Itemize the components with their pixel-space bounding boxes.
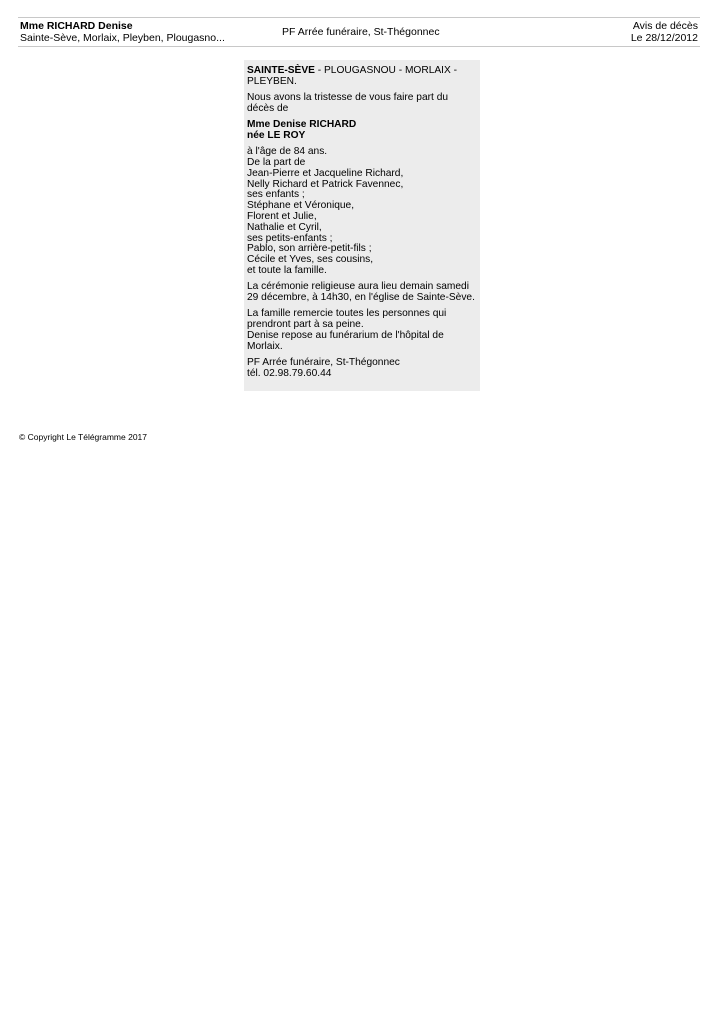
notice-date: Le 28/12/2012 [630,32,698,44]
family-line: et toute la famille. [247,265,327,277]
family-line: Florent et Julie, [247,211,317,223]
family-line: De la part de [247,157,306,169]
family-line: ses petits-enfants ; [247,232,333,244]
deceased-title: Mme RICHARD Denise [20,20,133,32]
notice-ceremony: La cérémonie religieuse aura lieu demain samedi 29 décembre, à 14h30, en l'église de Sainte-Sève. [247,281,475,304]
obituary-notice [244,60,480,391]
notice-town-others: - PLOUGASNOU - MORLAIX - PLEYBEN. [247,65,458,87]
places-list: Sainte-Sève, Morlaix, Pleyben, Plougasno... [20,32,225,44]
notice-family [247,147,477,277]
family-line: Jean-Pierre et Jacqueline Richard, [247,167,404,179]
notice-category: Avis de décès [632,20,698,32]
thanks-text: La famille remercie toutes les personnes qui prendront part à sa peine. [247,308,447,331]
notice-intro: Nous avons la tristesse de vous faire part du décès de [247,92,449,114]
header-left [20,20,225,44]
copyright-notice: © Copyright Le Télégramme 2017 [19,432,148,442]
notice-locations [247,66,477,88]
notice-header [18,17,700,47]
family-line: Nelly Richard et Patrick Favennec, [247,178,404,190]
family-line: Cécile et Yves, ses cousins, [247,254,374,266]
rest-text: Denise repose au funérarium de l'hôpital de Morlaix. [247,330,444,352]
maiden-name: née LE ROY [247,129,306,141]
family-line: Nathalie et Cyril, [247,221,322,233]
deceased-name: Mme Denise RICHARD [247,119,357,131]
notice-town-primary: SAINTE-SÈVE [247,65,315,76]
family-line: à l'âge de 84 ans. [247,146,328,158]
notice-deceased [247,120,477,142]
family-line: Pablo, son arrière-petit-fils ; [247,243,372,255]
contact-phone: tél. 02.98.79.60.44 [247,367,332,379]
funeral-home-name: PF Arrée funéraire, St-Thégonnec [282,26,440,38]
contact-name: PF Arrée funéraire, St-Thégonnec [247,357,400,369]
header-right [631,20,698,44]
family-line: ses enfants ; [247,189,305,201]
notice-contact [247,358,477,380]
family-line: Stéphane et Véronique, [247,200,355,212]
notice-thanks [247,309,477,352]
